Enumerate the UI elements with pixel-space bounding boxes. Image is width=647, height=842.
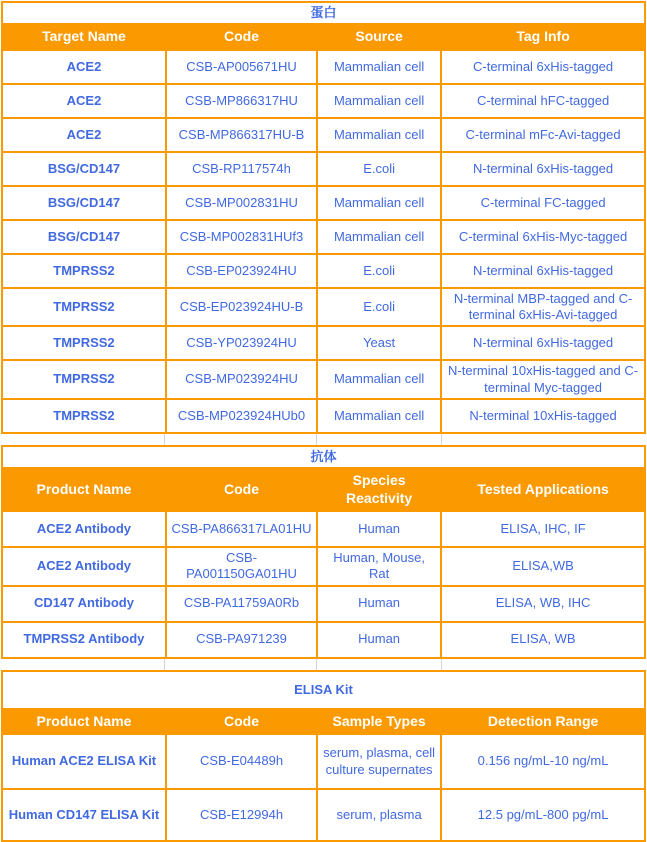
product-name-cell: CD147 Antibody [2, 586, 166, 622]
table-cell: ELISA, WB, IHC [441, 586, 645, 622]
table-cell: N-terminal 6xHis-tagged [441, 152, 645, 186]
table-cell: N-terminal 10xHis-tagged and C-terminal Myc-tagged [441, 360, 645, 399]
table-row [2, 152, 645, 186]
table-cell: N-terminal 6xHis-tagged [441, 326, 645, 360]
product-name-cell: ACE2 [2, 118, 166, 152]
table-row [2, 220, 645, 254]
table-cell: CSB-AP005671HU [166, 50, 317, 84]
table-cell: Mammalian cell [317, 399, 441, 433]
table-cell: CSB-PA971239 [166, 622, 317, 658]
section-gap [1, 434, 646, 445]
table-cell: CSB-E04489h [166, 734, 317, 789]
table-row [2, 547, 645, 586]
section-title-row [2, 446, 645, 468]
table-cell: CSB-E12994h [166, 789, 317, 841]
table-cell: Human, Mouse, Rat [317, 547, 441, 586]
table-cell: Mammalian cell [317, 220, 441, 254]
table-cell: CSB-MP023924HU [166, 360, 317, 399]
table-cell: Human [317, 622, 441, 658]
column-header: Sample Types [317, 709, 441, 735]
gap-cell [317, 659, 441, 670]
table-cell: ELISA, WB [441, 622, 645, 658]
gap-cell [442, 659, 646, 670]
table-cell: 0.156 ng/mL-10 ng/mL [441, 734, 645, 789]
product-name-cell: ACE2 [2, 50, 166, 84]
product-name-cell: ACE2 [2, 84, 166, 118]
column-header: Product Name [2, 709, 166, 735]
protein-section-title: 蛋白 [2, 2, 645, 24]
table-cell: N-terminal 10xHis-tagged [441, 399, 645, 433]
table-cell: CSB-RP117574h [166, 152, 317, 186]
table-cell: 12.5 pg/mL-800 pg/mL [441, 789, 645, 841]
column-header: Code [166, 709, 317, 735]
product-name-cell: Human CD147 ELISA Kit [2, 789, 166, 841]
column-header: Species Reactivity [317, 468, 441, 511]
table-row [2, 399, 645, 433]
column-header: Tested Applications [441, 468, 645, 511]
product-name-cell: ACE2 Antibody [2, 547, 166, 586]
table-row [2, 326, 645, 360]
column-header: Detection Range [441, 709, 645, 735]
elisa-kit-table [1, 670, 646, 842]
table-row [2, 360, 645, 399]
column-header: Tag Info [441, 24, 645, 50]
table-row [2, 84, 645, 118]
column-header-row [2, 24, 645, 50]
table-cell: ELISA,WB [441, 547, 645, 586]
table-row [2, 586, 645, 622]
section-title-row [2, 2, 645, 24]
table-cell: Human [317, 586, 441, 622]
antibody-section [1, 445, 646, 659]
table-cell: N-terminal MBP-tagged and C-terminal 6xHis-Avi-tagged [441, 288, 645, 327]
table-cell: serum, plasma [317, 789, 441, 841]
table-cell: N-terminal 6xHis-tagged [441, 254, 645, 288]
gap-cell [1, 434, 165, 445]
gap-cell [317, 434, 441, 445]
product-name-cell: TMPRSS2 Antibody [2, 622, 166, 658]
table-cell: CSB-MP866317HU [166, 84, 317, 118]
table-cell: Mammalian cell [317, 50, 441, 84]
antibody-table [1, 445, 646, 659]
product-name-cell: TMPRSS2 [2, 399, 166, 433]
table-cell: CSB-MP002831HUf3 [166, 220, 317, 254]
table-cell: CSB-PA866317LA01HU [166, 511, 317, 547]
elisa-kit-section [1, 670, 646, 842]
table-cell: CSB-MP002831HU [166, 186, 317, 220]
table-cell: C-terminal FC-tagged [441, 186, 645, 220]
table-cell: Mammalian cell [317, 118, 441, 152]
product-name-cell: TMPRSS2 [2, 360, 166, 399]
table-row [2, 288, 645, 327]
table-cell: C-terminal hFC-tagged [441, 84, 645, 118]
product-name-cell: BSG/CD147 [2, 186, 166, 220]
gap-cell [165, 659, 317, 670]
product-name-cell: ACE2 Antibody [2, 511, 166, 547]
table-row [2, 622, 645, 658]
product-name-cell: TMPRSS2 [2, 254, 166, 288]
table-row [2, 254, 645, 288]
protein-table [1, 1, 646, 434]
table-cell: C-terminal mFc-Avi-tagged [441, 118, 645, 152]
table-cell: Human [317, 511, 441, 547]
table-cell: C-terminal 6xHis-Myc-tagged [441, 220, 645, 254]
table-row [2, 734, 645, 789]
table-cell: CSB-MP866317HU-B [166, 118, 317, 152]
table-cell: E.coli [317, 254, 441, 288]
table-cell: ELISA, IHC, IF [441, 511, 645, 547]
column-header: Code [166, 468, 317, 511]
table-cell: Mammalian cell [317, 186, 441, 220]
table-row [2, 50, 645, 84]
column-header-row [2, 709, 645, 735]
gap-cell [1, 659, 165, 670]
table-row [2, 118, 645, 152]
table-cell: Yeast [317, 326, 441, 360]
table-cell: CSB-EP023924HU-B [166, 288, 317, 327]
gap-cell [165, 434, 317, 445]
product-name-cell: Human ACE2 ELISA Kit [2, 734, 166, 789]
product-name-cell: TMPRSS2 [2, 288, 166, 327]
table-cell: Mammalian cell [317, 360, 441, 399]
section-gap [1, 659, 646, 670]
table-cell: C-terminal 6xHis-tagged [441, 50, 645, 84]
column-header: Code [166, 24, 317, 50]
column-header: Target Name [2, 24, 166, 50]
table-cell: Mammalian cell [317, 84, 441, 118]
gap-cell [442, 434, 646, 445]
table-cell: CSB-MP023924HUb0 [166, 399, 317, 433]
table-cell: serum, plasma, cell culture supernates [317, 734, 441, 789]
elisa-kit-section-title: ELISA Kit [2, 671, 645, 709]
table-row [2, 511, 645, 547]
table-cell: CSB-YP023924HU [166, 326, 317, 360]
table-cell: CSB-EP023924HU [166, 254, 317, 288]
product-name-cell: BSG/CD147 [2, 220, 166, 254]
protein-section [1, 1, 646, 434]
antibody-section-title: 抗体 [2, 446, 645, 468]
table-cell: E.coli [317, 152, 441, 186]
product-name-cell: TMPRSS2 [2, 326, 166, 360]
column-header-row [2, 468, 645, 511]
column-header: Source [317, 24, 441, 50]
table-row [2, 789, 645, 841]
section-title-row [2, 671, 645, 709]
table-row [2, 186, 645, 220]
table-cell: E.coli [317, 288, 441, 327]
column-header: Product Name [2, 468, 166, 511]
table-cell: CSB-PA001150GA01HU [166, 547, 317, 586]
table-cell: CSB-PA11759A0Rb [166, 586, 317, 622]
product-name-cell: BSG/CD147 [2, 152, 166, 186]
